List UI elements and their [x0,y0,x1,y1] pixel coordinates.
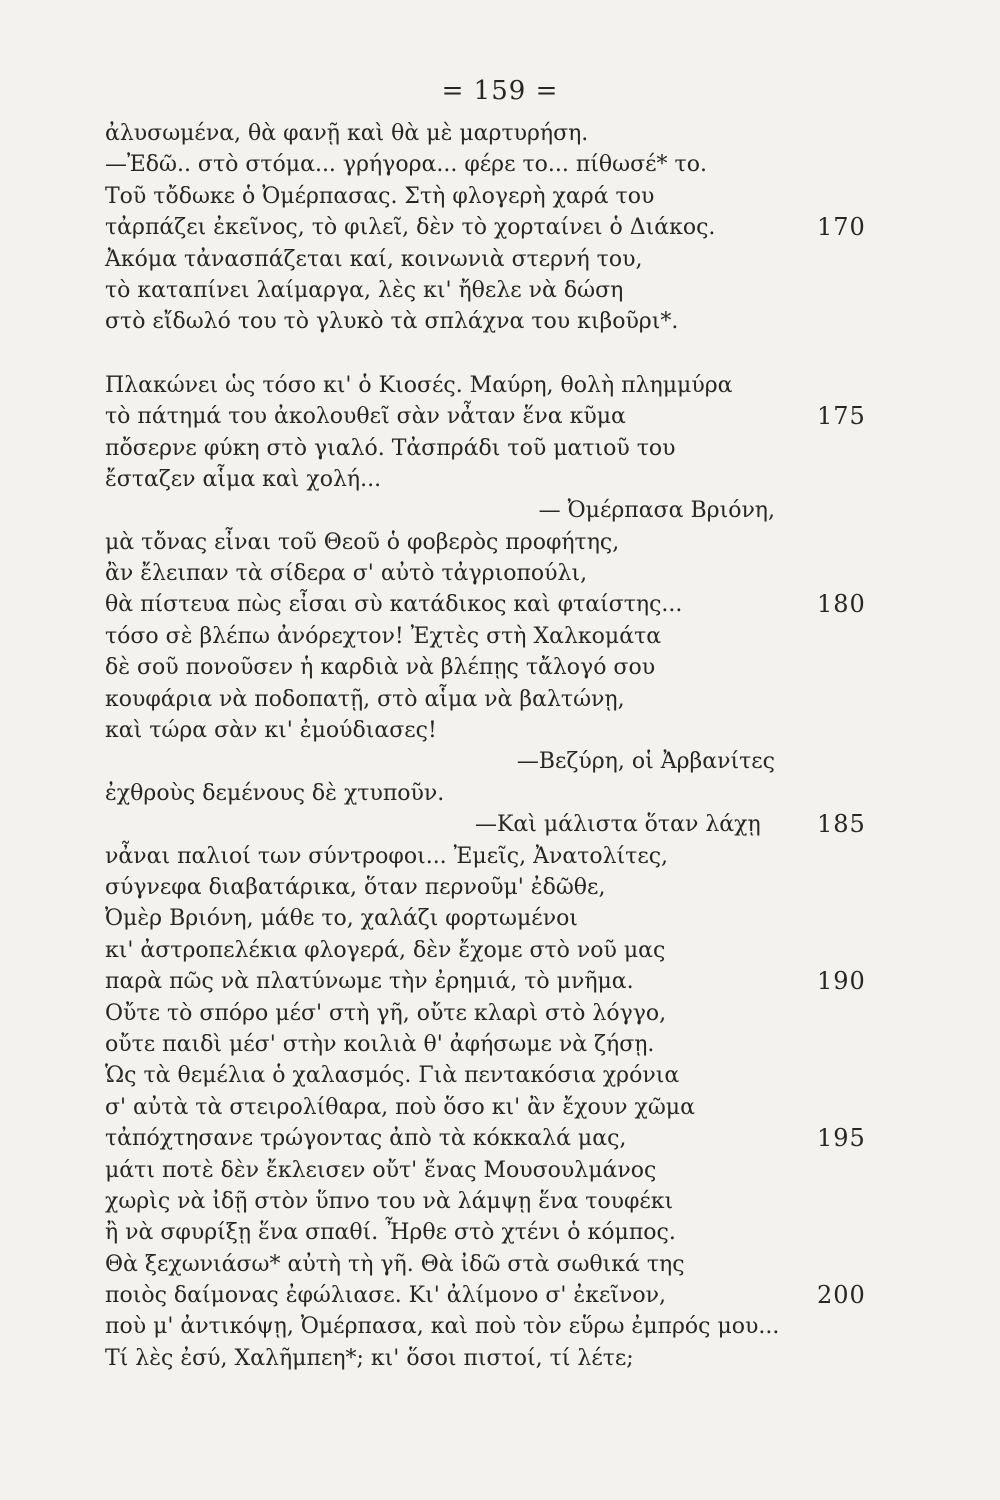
verse-line [105,872,875,903]
verse-text: ἂν ἔλειπαν τὰ σίδερα σ' αὐτὸ τἀγριοπούλι, [105,561,588,587]
line-number: 200 [817,1281,866,1310]
verse-text: ἀλυσωμένα, θὰ φανῇ καὶ θὰ μὲ μαρτυρήση. [105,121,589,146]
verse-line [105,589,875,620]
verse-line [105,433,875,464]
verse-text: Οὔτε τὸ σπόρο μέσ' στὴ γῆ, οὔτε κλαρὶ στὸ λόγγο, [105,1000,667,1026]
verse-line [105,401,875,432]
verse-line [105,684,875,715]
verse-line [105,558,875,589]
verse-text: νἆναι παλιοί των σύντροφοι... Ἐμεῖς, Ἀνατολίτες, [105,843,669,869]
verse-text: δὲ σοῦ πονοῦσεν ἡ καρδιὰ νὰ βλέπῃς τἄλογό σου [105,655,656,681]
verse-line [105,370,875,401]
verse-text: οὔτε παιδὶ μέσ' στὴν κοιλιὰ θ' ἀφήσωμε νὰ ζήσῃ. [105,1031,655,1057]
verse-text: σύγνεφα διαβατάρικα, ὅταν περνοῦμ' ἐδῶθε, [105,874,606,900]
line-number: 180 [817,590,866,619]
verse-text: στὸ εἴδωλό του τὸ γλυκὸ τὰ σπλάχνα του κιβοῦρι*. [105,309,679,335]
verse-line [105,746,875,777]
verse-text: πὄσερνε φύκη στὸ γιαλό. Τἀσπράδι τοῦ ματιοῦ του [105,435,676,461]
verse-text: παρὰ πῶς νὰ πλατύνωμε τὴν ἐρημιά, τὸ μνῆμα. [105,969,634,995]
verse-text: —Ἐδῶ.. στὸ στόμα... γρήγορα... φέρε το... πίθωσέ* το. [105,152,707,178]
verse-text: —Βεζύρη, οἱ Ἀρβανίτες [516,749,775,775]
verse-text: Ὀμὲρ Βριόνη, μάθε το, χαλάζι φορτωμένοι [105,906,578,932]
verse-text: καὶ τώρα σὰν κι' ἐμούδιασες! [105,718,437,744]
verse-block [105,118,875,1374]
verse-text: τόσο σὲ βλέπω ἀνόρεχτον! Ἐχτὲς στὴ Χαλκομάτα [105,623,662,649]
verse-text: Πλακώνει ὡς τόσο κι' ὁ Κιοσές. Μαύρη, θολὴ πλημμύρα [105,372,733,398]
verse-text: σ' αὐτὰ τὰ στειρολίθαρα, ποὺ ὅσο κι' ἂν ἔχουν χῶμα [105,1094,695,1120]
verse-text: —Καὶ μάλιστα ὅταν λάχῃ [475,812,761,838]
verse-line [105,1060,875,1091]
verse-text: Ὡς τὰ θεμέλια ὁ χαλασμός. Γιὰ πεντακόσια χρόνια [105,1063,680,1089]
verse-text: μὰ τὄνας εἶναι τοῦ Θεοῦ ὁ φοβερὸς προφήτης, [105,529,620,555]
verse-text: κι' ἀστροπελέκια φλογερά, δὲν ἔχομε στὸ νοῦ μας [105,937,666,963]
page-number: = 159 = [441,76,559,106]
verse-text: Θὰ ξεχωνιάσω* αὐτὴ τὴ γῆ. Θὰ ἰδῶ στὰ σωθικά της [105,1251,685,1277]
verse-line [105,275,875,306]
verse-line [105,1311,875,1342]
verse-line [105,621,875,652]
verse-line [105,1029,875,1060]
verse-line [105,306,875,337]
verse-line [105,1155,875,1186]
line-number: 195 [817,1124,866,1153]
line-number: 170 [817,213,866,242]
verse-line [105,1186,875,1217]
verse-text: Τοῦ τὄδωκε ὁ Ὀμέρπασας. Στὴ φλογερὴ χαρά του [105,183,655,209]
verse-text: μάτι ποτὲ δὲν ἔκλεισεν οὔτ' ἕνας Μουσουλμάνος [105,1157,657,1183]
verse-text: κουφάρια νὰ ποδοπατῇ, στὸ αἷμα νὰ βαλτώνῃ, [105,686,625,712]
verse-text: ποιὸς δαίμονας ἐφώλιασε. Κι' ἀλίμονο σ' ἐκεῖνον, [105,1283,666,1309]
verse-line [105,244,875,275]
verse-line [105,1123,875,1154]
verse-line [105,527,875,558]
verse-line [105,181,875,212]
verse-text: ἢ νὰ σφυρίξῃ ἕνα σπαθί. Ἦρθε στὸ χτένι ὁ κόμπος. [105,1220,676,1246]
verse-line [105,778,875,809]
line-number: 175 [817,402,866,431]
verse-line [105,118,875,149]
verse-line [105,966,875,997]
verse-line [105,935,875,966]
verse-text: ἔσταζεν αἷμα καὶ χολή... [105,466,382,492]
verse-line [105,464,875,495]
verse-text: τἀρπάζει ἐκεῖνος, τὸ φιλεῖ, δὲν τὸ χορταίνει ὁ Διάκος. [105,215,716,241]
verse-line [105,1280,875,1311]
line-number: 190 [817,967,866,996]
verse-text: τὸ πάτημά του ἀκολουθεῖ σὰν νἆταν ἕνα κῦμα [105,404,626,430]
verse-text: θὰ πίστευα πὼς εἶσαι σὺ κατάδικος καὶ φταίστης... [105,592,683,618]
verse-text: χωρὶς νὰ ἰδῇ στὸν ὕπνο του νὰ λάμψῃ ἕνα τουφέκι [105,1188,674,1214]
verse-text: τὸ καταπίνει λαίμαργα, λὲς κι' ἤθελε νὰ δώση [105,277,624,303]
verse-text: τἀπόχτησανε τρώγοντας ἀπὸ τὰ κόκκαλά μας, [105,1126,627,1152]
verse-text: ἐχθροὺς δεμένους δὲ χτυποῦν. [105,780,445,806]
verse-text: Τί λὲς ἐσύ, Χαλῆμπεη*; κι' ὅσοι πιστοί, τί λέτε; [105,1345,634,1371]
verse-line [105,1217,875,1248]
verse-text: — Ὀμέρπασα Βριόνη, [538,498,775,524]
verse-line [105,1343,875,1374]
verse-line [105,495,875,526]
verse-line [105,903,875,934]
verse-line [105,998,875,1029]
verse-text: Ἀκόμα τἀνασπάζεται καί, κοινωνιὰ στερνή του, [105,246,643,272]
verse-line [105,715,875,746]
verse-line [105,809,875,840]
verse-line [105,212,875,243]
verse-text: ποὺ μ' ἀντικόψῃ, Ὀμέρπασα, καὶ ποὺ τὸν εὕρω ἐμπρός μου... [105,1314,780,1340]
verse-line [105,1092,875,1123]
line-number: 185 [817,810,866,839]
verse-line [105,841,875,872]
verse-line [105,149,875,180]
verse-line [105,652,875,683]
verse-line [105,1249,875,1280]
